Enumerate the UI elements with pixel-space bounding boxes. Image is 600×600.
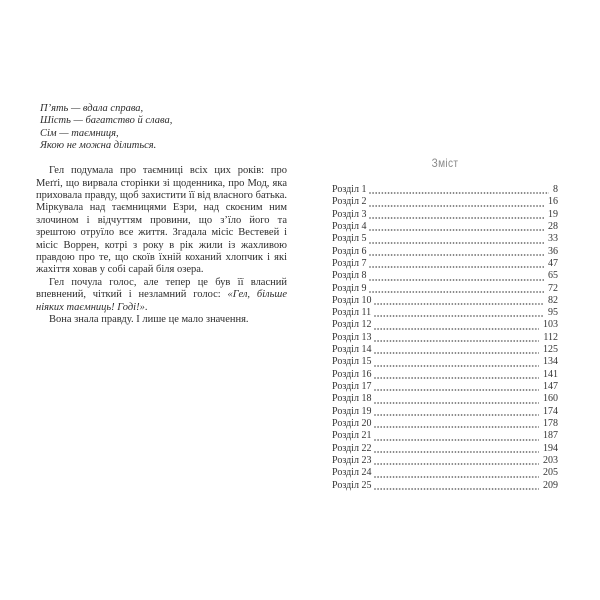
toc-chapter-label: Розділ 4 [332,220,367,232]
toc-dot-leader [369,265,544,268]
toc-chapter-label: Розділ 20 [332,417,372,429]
toc-row [332,221,558,233]
toc-title: Зміст [431,158,459,170]
toc-page-number: 33 [548,233,558,245]
toc-page-number: 205 [543,467,558,479]
paragraph [36,277,287,314]
toc-row [332,406,558,418]
toc-chapter-label: Розділ 3 [332,208,367,220]
verse-line: Шість — багатство й слава, [40,115,173,127]
epigraph-verse [36,103,287,152]
toc-chapter-label: Розділ 12 [332,319,372,331]
toc-dot-leader [374,302,544,305]
toc-dot-leader [374,339,539,342]
toc-row [332,418,558,430]
left-page [36,103,287,326]
toc-row [332,393,558,405]
toc-page-number: 174 [543,405,558,417]
toc-chapter-label: Розділ 23 [332,454,372,466]
toc-dot-leader [374,401,539,404]
toc-chapter-label: Розділ 24 [332,467,372,479]
toc-chapter-label: Розділ 8 [332,270,367,282]
toc-row [332,319,558,331]
toc-dot-leader [374,376,539,379]
toc-dot-leader [374,351,539,354]
toc-chapter-label: Розділ 14 [332,344,372,356]
toc-page-number: 95 [548,307,558,319]
toc-page-number: 36 [548,245,558,257]
toc-row [332,443,558,455]
toc-page-number: 65 [548,270,558,282]
toc-dot-leader [374,438,539,441]
toc-dot-leader [374,450,539,453]
verse-line: Якою не можна ділиться. [40,139,157,151]
toc-page-number: 82 [548,294,558,306]
toc-dot-leader [369,204,544,207]
toc-row [332,381,558,393]
italic-run: «Гел, більше ніяких таємниць! Годі!» [36,289,288,313]
toc-chapter-label: Розділ 6 [332,245,367,257]
text-run: Гел подумала про таємниці всіх цих років: про Меґґі, що вирвала сторінки зі щоденника, про Мод, яка приховала правду, щоб захистити її від власного батька. Міркувала над таємницями Езри, над скоєним ним злочином і відчуттям провини, що з’їло його та зрештою отруїло все життя. Згадала місіс Вестевей і місіс Воррен, котрі з року в рік жили із жахливою правдою про те, що скоїв їхній коханий хлопчик і які жахіття ховав у собі сарай біля озера. [36,165,287,276]
toc-row [332,209,558,221]
toc-row [332,307,558,319]
toc-dot-leader [369,228,544,231]
toc-row [332,184,558,196]
toc-dot-leader [374,388,539,391]
toc-page-number: 47 [548,257,558,269]
toc-row [332,344,558,356]
toc-page-number: 141 [543,368,558,380]
toc-dot-leader [369,241,544,244]
toc-row [332,258,558,270]
toc-chapter-label: Розділ 13 [332,331,372,343]
toc-chapter-label: Розділ 2 [332,196,367,208]
toc-page-number: 16 [548,196,558,208]
toc-row [332,480,558,492]
toc-row [332,270,558,282]
body-text [36,165,287,326]
toc-dot-leader [374,314,544,317]
toc-row [332,356,558,368]
toc-page-number: 28 [548,220,558,232]
text-run: Гел почула голос, але тепер це був її власний впевнений, чіткий і незламний голос: [36,276,287,301]
toc-page-number: 203 [543,454,558,466]
toc-chapter-label: Розділ 5 [332,233,367,245]
text-run: . [144,301,148,313]
toc-chapter-label: Розділ 10 [332,294,372,306]
toc-chapter-label: Розділ 22 [332,442,372,454]
toc-dot-leader [374,327,539,330]
toc-page-number: 125 [543,344,558,356]
toc-dot-leader [374,364,539,367]
toc-chapter-label: Розділ 9 [332,282,367,294]
paragraph [36,165,287,277]
toc-page-number: 178 [543,417,558,429]
toc-row [332,332,558,344]
toc-page-number: 194 [543,442,558,454]
toc-chapter-label: Розділ 16 [332,368,372,380]
verse-line: Сім — таємниця, [40,127,119,139]
toc-chapter-label: Розділ 15 [332,356,372,368]
toc-page-number: 112 [543,331,558,343]
toc-dot-leader [374,462,539,465]
toc-row [332,246,558,258]
toc-row [332,283,558,295]
toc-dot-leader [374,475,539,478]
toc-dot-leader [369,216,544,219]
toc-dot-leader [369,191,549,194]
toc-dot-leader [369,278,544,281]
toc-page-number: 134 [543,356,558,368]
toc-chapter-label: Розділ 17 [332,381,372,392]
right-page [332,158,558,492]
toc-dot-leader [374,425,539,428]
toc-chapter-label: Розділ 25 [332,479,372,491]
toc-list [332,184,558,492]
toc-chapter-label: Розділ 19 [332,405,372,417]
toc-chapter-label: Розділ 1 [332,184,367,195]
toc-row [332,196,558,208]
toc-row [332,467,558,479]
toc-dot-leader [369,290,544,293]
toc-page-number: 209 [543,479,558,491]
toc-row [332,455,558,467]
toc-dot-leader [374,413,539,416]
text-run: Вона знала правду. І лише це мало значення. [49,314,249,326]
toc-page-number: 103 [543,319,558,331]
toc-row [332,233,558,245]
toc-page-number: 147 [543,381,558,392]
toc-page-number: 160 [543,393,558,405]
verse-line: П’ять — вдала справа, [40,103,144,114]
toc-page-number: 72 [548,282,558,294]
toc-dot-leader [369,253,544,256]
paragraph [36,314,287,326]
toc-page-number: 19 [548,208,558,220]
toc-page-number: 187 [543,430,558,442]
toc-row [332,430,558,442]
toc-row [332,369,558,381]
toc-chapter-label: Розділ 7 [332,257,367,269]
toc-chapter-label: Розділ 18 [332,393,372,405]
toc-page-number: 8 [553,184,558,195]
toc-dot-leader [374,487,539,490]
toc-row [332,295,558,307]
toc-chapter-label: Розділ 21 [332,430,372,442]
toc-chapter-label: Розділ 11 [332,307,372,319]
